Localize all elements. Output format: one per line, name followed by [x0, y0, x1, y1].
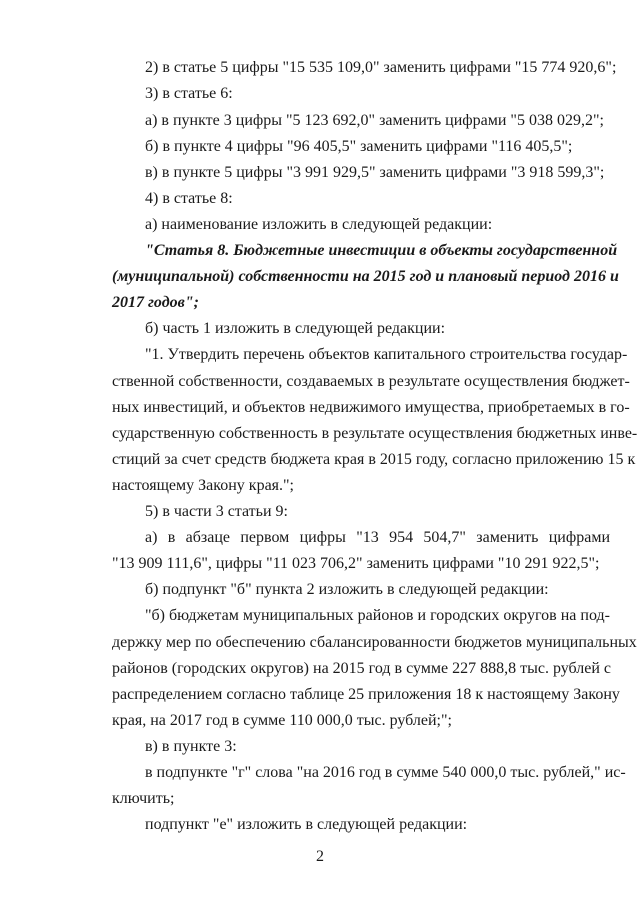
text-line: а) наименование изложить в следующей редакции: [145, 216, 493, 233]
text-line: "1. Утвердить перечень объектов капитального строительства государ- [145, 346, 628, 363]
text-line: "б) бюджетам муниципальных районов и городских округов на под- [145, 607, 610, 624]
text-line: ственной собственности, создаваемых в результате осуществления бюджет- [112, 373, 630, 390]
page-number: 2 [316, 848, 324, 865]
article-title-line: "Статья 8. Бюджетные инвестиции в объекты государственной [145, 242, 618, 259]
text-line: 4) в статье 8: [145, 190, 233, 207]
text-line: 3) в статье 6: [145, 85, 233, 102]
article-title-line: 2017 годов"; [112, 294, 199, 311]
text-line: в подпункте "г" слова "на 2016 год в сумме 540 000,0 тыс. рублей," ис- [145, 764, 626, 781]
text-line: в) в пункте 5 цифры "3 991 929,5" заменить цифрами "3 918 599,3"; [145, 164, 605, 181]
text-line: б) подпункт "б" пункта 2 изложить в следующей редакции: [145, 581, 549, 598]
text-line: 2) в статье 5 цифры "15 535 109,0" заменить цифрами "15 774 920,6"; [145, 59, 617, 76]
text-line: в) в пункте 3: [145, 738, 237, 755]
text-line: районов (городских округов) на 2015 год в сумме 227 888,8 тыс. рублей с [112, 660, 612, 677]
text-line: сударственную собственность в результате осуществления бюджетных инве- [112, 425, 638, 442]
text-line: б) часть 1 изложить в следующей редакции: [145, 320, 446, 337]
text-line: б) в пункте 4 цифры "96 405,5" заменить цифрами "116 405,5"; [145, 138, 573, 155]
text-line: ных инвестиций, и объектов недвижимого имущества, приобретаемых в го- [112, 399, 630, 416]
text-line: подпункт "е" изложить в следующей редакции: [145, 816, 468, 833]
text-line: "13 909 111,6", цифры "11 023 706,2" заменить цифрами "10 291 922,5"; [112, 555, 600, 572]
text-line: края, на 2017 год в сумме 110 000,0 тыс. рублей;"; [112, 712, 452, 729]
text-line: ключить; [112, 790, 175, 807]
text-line: а) в пункте 3 цифры "5 123 692,0" заменить цифрами "5 038 029,2"; [145, 112, 604, 129]
text-line: настоящему Закону края."; [112, 477, 294, 494]
text-line: стиций за счет средств бюджета края в 2015 году, согласно приложению 15 к [112, 451, 636, 468]
text-line: 5) в части 3 статьи 9: [145, 503, 288, 520]
text-line: распределением согласно таблице 25 приложения 18 к настоящему Закону [112, 686, 620, 703]
article-title-line: (муниципальной) собственности на 2015 год и плановый период 2016 и [112, 268, 619, 285]
text-line: а) в абзаце первом цифры "13 954 504,7" заменить цифрами [145, 529, 610, 546]
text-line: держку мер по обеспечению сбалансированности бюджетов муниципальных [112, 634, 637, 651]
